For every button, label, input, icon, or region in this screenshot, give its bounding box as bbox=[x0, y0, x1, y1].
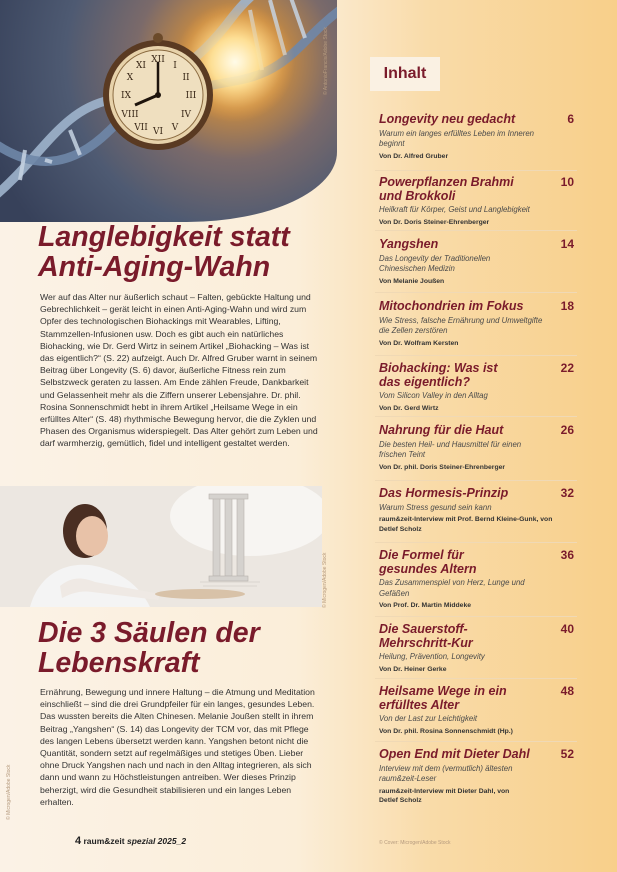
toc-entry-page: 26 bbox=[560, 423, 574, 437]
toc-entry-author: Von Melanie Joußen bbox=[379, 277, 445, 285]
toc-entry-title: Die Sauerstoff-Mehrschritt-Kur bbox=[379, 622, 473, 650]
article1-body: Wer auf das Alter nur äußerlich schaut – Falten, gebückte Haltung und Gebrechlichkeit – gerät leicht in einen Anti-Aging-Wahn und wird zum Opfer des technologischen Biohackings mit Wearables, Lifting, Stammzellen-Infusionen usw. Doch es gibt auch ein natürliches Biohacking, wie Dr. Gerd Wirtz in seinem Artikel „Biohacking – Was ist das eigentlich?“ (S. 22) aufzeigt. Auch Dr. Alfred Gruber warnt in seinem Beitrag über Longevity (S. 6) davor, äußerliche Fitness rein zum Selbstzweck geraten zu lassen. Am Ende zählen Freude, Dankbarkeit und Gelassenheit mehr als die Ziffern unserer Lebensjahre. Dr. phil. Rosina Sonnenschmidt hebt in ihrem Artikel „Heilsame Wege in ein erfülltes Alter“ (S. 48) rhythmische Bewegung hervor, die die Zyklen und Phasen des Organismus widerspiegelt. Das Alter gehört zum Leben und darf warmherzig, gemütlich, fidel und intelligent gestaltet werden. bbox=[40, 292, 318, 449]
toc-divider bbox=[375, 230, 577, 231]
toc-entry-author: Von Dr. Doris Steiner-Ehrenberger bbox=[379, 218, 490, 226]
toc-entry-author: Von Dr. Heiner Gerke bbox=[379, 665, 447, 673]
toc-entry-page: 36 bbox=[560, 548, 574, 562]
toc-entry-title: Mitochondrien im Fokus bbox=[379, 299, 524, 313]
toc-entry-powerpflanzen[interactable] bbox=[379, 176, 574, 227]
toc-heading: Inhalt bbox=[370, 57, 440, 91]
dna-clock-illustration bbox=[0, 0, 337, 222]
toc-divider bbox=[375, 678, 577, 679]
svg-text:II: II bbox=[182, 73, 190, 83]
toc-entry-author: Von Dr. phil. Rosina Sonnenschmidt (Hp.) bbox=[379, 727, 513, 735]
page-footer bbox=[75, 835, 186, 847]
toc-entry-author: raum&zeit-Interview mit Dieter Dahl, von Detlef Scholz bbox=[379, 787, 510, 804]
article1-title bbox=[38, 222, 290, 282]
toc-divider bbox=[375, 170, 577, 171]
toc-entry-page: 32 bbox=[560, 486, 574, 500]
toc-entry-page: 6 bbox=[567, 112, 574, 126]
dna-clock-image bbox=[0, 0, 337, 222]
toc-entry-subtitle: Von der Last zur Leichtigkeit bbox=[379, 714, 478, 723]
svg-text:XII: XII bbox=[151, 55, 165, 65]
svg-text:III: III bbox=[185, 91, 197, 101]
toc-entry-hormesis[interactable] bbox=[379, 487, 574, 534]
article2-title-line2: Lebenskraft bbox=[38, 647, 200, 679]
toc-entry-title: Das Hormesis-Prinzip bbox=[379, 486, 509, 500]
toc-entry-haut[interactable] bbox=[379, 424, 574, 472]
cover-credit: © Cover: Microgen/Adobe Stock bbox=[379, 840, 451, 846]
svg-text:IV: IV bbox=[180, 110, 192, 120]
article2-title bbox=[38, 618, 260, 678]
article2-body: Ernährung, Bewegung und innere Haltung – die Atmung und Meditation einschließt – sind die drei Grundpfeiler für ein langes, gesundes Leben. Das wussten bereits die Alten Chinesen. Melanie Joußen stellt in ihrem Beitrag „Yangshen“ (S. 14) das Longevity der TCM vor, das mit Pflege des langen Lebens übersetzt werden kann. Yangshen betont nicht die Quantität, sondern setzt auf regelmäßiges und stetiges Üben. Lieber ohne Druck Yangshen nach und nach in den Alltag integrieren, als sich dann und wann zu Höchstleistungen antreiben. Wer dieses Prinzip beherzigt, wird die Gesundheit stabilisieren und ein langes Leben erhalten. bbox=[40, 687, 315, 807]
mid-image-credit: © Microgen/Adobe Stock bbox=[322, 552, 328, 608]
toc-entry-yangshen[interactable] bbox=[379, 238, 574, 286]
toc-entry-mitochondrien[interactable] bbox=[379, 300, 574, 348]
toc-entry-author: Von Prof. Dr. Martin Middeke bbox=[379, 602, 472, 609]
toc-entry-longevity[interactable] bbox=[379, 113, 574, 161]
toc-entry-subtitle: Warum Stress gesund sein kann bbox=[379, 502, 492, 512]
svg-text:VI: VI bbox=[152, 127, 164, 137]
toc-entry-page: 52 bbox=[560, 747, 574, 761]
toc-divider bbox=[375, 616, 577, 617]
article2-title-line1: Die 3 Säulen der bbox=[38, 617, 260, 649]
toc-entry-subtitle: Das Longevity der Traditionellen Chinesischen Medizin bbox=[379, 253, 491, 273]
toc-entry-subtitle: Die besten Heil- und Hausmittel für einen frischen Teint bbox=[379, 439, 522, 459]
woman-columns-illustration bbox=[0, 486, 322, 607]
page-number: 4 bbox=[75, 835, 82, 847]
toc-entry-title: Nahrung für die Haut bbox=[379, 423, 504, 437]
top-image-credit: © AntonioFrancis/Adobe Stock bbox=[323, 27, 329, 95]
toc-entry-sauerstoff[interactable] bbox=[379, 623, 574, 674]
toc-divider bbox=[375, 542, 577, 543]
svg-text:V: V bbox=[171, 123, 179, 133]
issue-label: spezial 2025_2 bbox=[126, 836, 187, 846]
toc-entry-title: Open End mit Dieter Dahl bbox=[379, 747, 530, 761]
toc-entry-subtitle: Warum ein langes erfülltes Leben im Inneren beginnt bbox=[379, 128, 535, 148]
toc-entry-title: Die Formel für gesundes Altern bbox=[379, 548, 477, 576]
toc-entry-page: 18 bbox=[560, 299, 574, 313]
toc-entry-title: Biohacking: Was ist das eigentlich? bbox=[379, 361, 498, 389]
svg-text:XI: XI bbox=[136, 61, 146, 71]
toc-entry-subtitle: Vom Silicon Valley in den Alltag bbox=[379, 391, 488, 400]
article1-title-line2: Anti-Aging-Wahn bbox=[38, 251, 271, 283]
toc-entry-page: 40 bbox=[560, 622, 574, 636]
toc-divider bbox=[375, 480, 577, 481]
toc-entry-subtitle: Heilung, Prävention, Longevity bbox=[379, 652, 485, 661]
left-margin-credit: © Microgen/Adobe Stock bbox=[6, 764, 12, 820]
toc-entry-page: 14 bbox=[560, 237, 574, 251]
toc-entry-subtitle: Wie Stress, falsche Ernährung und Umweltgifte die Zellen zerstören bbox=[379, 315, 543, 335]
toc-entry-title: Powerpflanzen Brahmi und Brokkoli bbox=[379, 175, 514, 203]
toc-divider bbox=[375, 416, 577, 417]
toc-entry-formel[interactable] bbox=[379, 549, 574, 611]
toc-entry-open-end[interactable] bbox=[379, 748, 574, 806]
article1-title-line1: Langlebigkeit statt bbox=[38, 221, 290, 253]
toc-divider bbox=[375, 292, 577, 293]
woman-columns-image bbox=[0, 486, 322, 607]
toc-entry-page: 10 bbox=[560, 175, 574, 189]
toc-entry-author: Von Dr. Wolfram Kersten bbox=[379, 339, 459, 347]
toc-entry-page: 48 bbox=[560, 684, 574, 698]
magazine-name: raum&zeit bbox=[83, 836, 125, 846]
toc-entry-page: 22 bbox=[560, 361, 574, 375]
toc-entry-author: Von Dr. Alfred Gruber bbox=[379, 152, 449, 160]
toc-divider bbox=[375, 741, 577, 742]
toc-entry-heilsame-wege[interactable] bbox=[379, 685, 574, 736]
toc-entry-title: Longevity neu gedacht bbox=[379, 112, 516, 126]
toc-entry-subtitle: Das Zusammenspiel von Herz, Lunge und Gefäßen bbox=[379, 578, 525, 598]
svg-text:I: I bbox=[173, 61, 177, 71]
toc-entry-title: Heilsame Wege in ein erfülltes Alter bbox=[379, 684, 507, 712]
svg-text:VII: VII bbox=[134, 123, 148, 133]
toc-divider bbox=[375, 355, 577, 356]
svg-text:IX: IX bbox=[121, 91, 131, 101]
toc-entry-biohacking[interactable] bbox=[379, 362, 574, 413]
toc-entry-title: Yangshen bbox=[379, 237, 439, 251]
toc-entry-author: raum&zeit-Interview mit Prof. Bernd Kleine-Gunk, von Detlef Scholz bbox=[379, 516, 553, 533]
toc-entry-author: Von Dr. Gerd Wirtz bbox=[379, 404, 439, 412]
toc-entry-subtitle: Heilkraft für Körper, Geist und Langlebigkeit bbox=[379, 205, 530, 214]
svg-text:X: X bbox=[126, 73, 134, 83]
svg-text:VIII: VIII bbox=[121, 110, 139, 120]
toc-entry-subtitle: Interview mit dem (vermutlich) ältesten raum&zeit-Leser bbox=[379, 763, 513, 783]
toc-entry-author: Von Dr. phil. Doris Steiner-Ehrenberger bbox=[379, 463, 506, 471]
